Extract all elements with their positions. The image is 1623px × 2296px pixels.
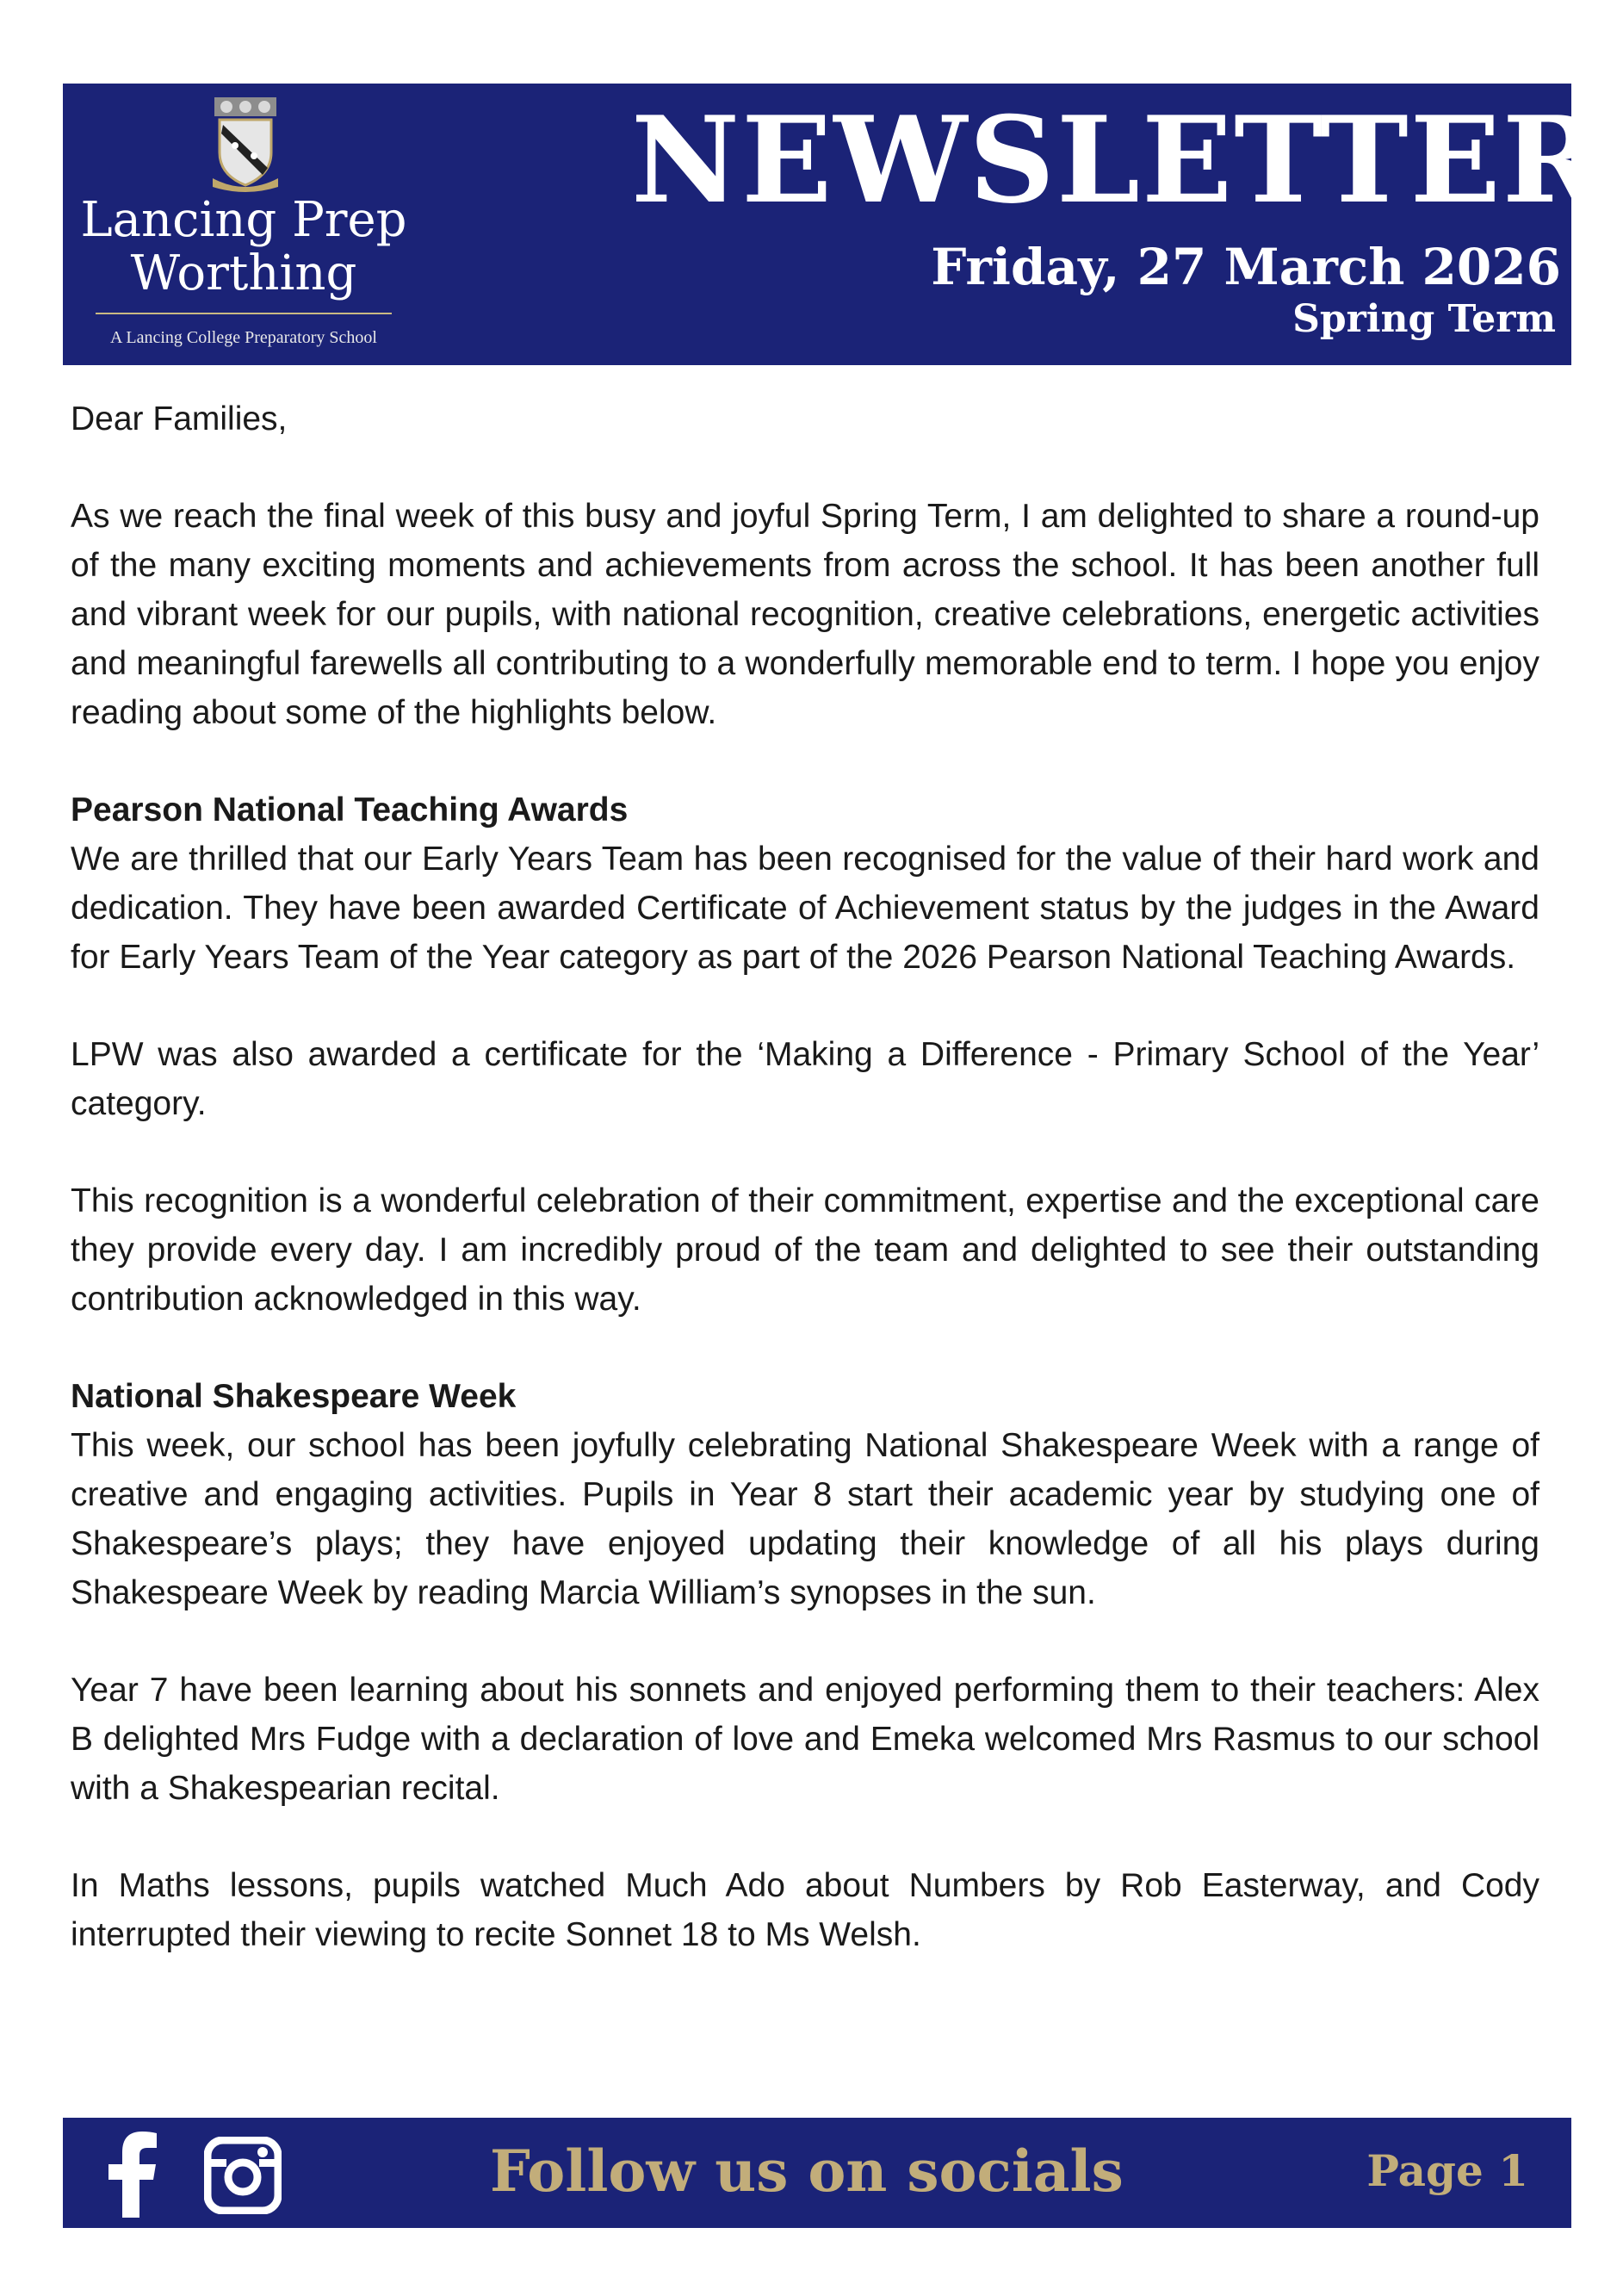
page-number: Page 1 [1366,2145,1528,2196]
awards-paragraph-1: We are thrilled that our Early Years Team has been recognised for the value of their hard work and dedication. They have been awarded Certificate of Achievement status by the judges in the Award for Early Years Team of the Year category as part of the 2026 Pearson National Teaching Awards. [71,841,1539,976]
greeting: Dear Families, [71,400,288,437]
facebook-icon[interactable] [102,2132,162,2218]
masthead-title: NEWSLETTER [631,90,1603,230]
school-crest-icon [209,96,282,192]
school-name-line1: Lancing Prep [80,192,407,248]
newsletter-body [71,394,1539,2007]
awards-paragraph-3: This recognition is a wonderful celebration of their commitment, expertise and the exceptional care they provide every day. I am incredibly proud of the team and delighted to see their outstanding contribution acknowledged in this way. [71,1182,1539,1318]
follow-us-label[interactable]: Follow us on socials [490,2138,1124,2205]
shakespeare-paragraph-3: In Maths lessons, pupils watched Much Ado about Numbers by Rob Easterway, and Cody interrupted their viewing to recite Sonnet 18 to Ms Welsh. [71,1867,1539,1953]
school-name [63,194,424,301]
section-heading-awards: Pearson National Teaching Awards [71,791,629,828]
issue-date: Friday, 27 March 2026 [931,238,1561,296]
awards-paragraph-2: LPW was also awarded a certificate for the ‘Making a Difference - Primary School of the Year’ category. [71,1036,1539,1122]
shakespeare-paragraph-2: Year 7 have been learning about his sonnets and enjoyed performing them to their teachers: Alex B delighted Mrs Fudge with a declaration of love and Emeka welcomed Mrs Rasmus to our school with a Shakespearian recital. [71,1672,1539,1807]
term-label: Spring Term [1292,297,1556,341]
newsletter-header [63,84,1603,365]
school-logo [63,84,424,365]
section-heading-shakespeare: National Shakespeare Week [71,1378,517,1415]
shakespeare-paragraph-1: This week, our school has been joyfully celebrating National Shakespeare Week with a range of creative and engaging activities. Pupils in Year 8 start their academic year by studying one of Shakespeare’s plays; they have enjoyed updating their knowledge of all his plays during Shakespeare Week by reading Marcia William’s synopses in the sun. [71,1427,1539,1611]
intro-paragraph: As we reach the final week of this busy and joyful Spring Term, I am delighted to share a round-up of the many exciting moments and achievements from across the school. It has been another full and vibrant week for our pupils, with national recognition, creative celebrations, energetic activities and meaningful farewells all contributing to a wonderfully memorable end to term. I hope you enjoy reading about some of the highlights below. [71,498,1539,731]
newsletter-footer [63,2118,1571,2228]
instagram-icon[interactable] [204,2137,282,2214]
school-name-line2: Worthing [130,245,357,301]
school-tagline: A Lancing College Preparatory School [110,328,377,347]
logo-divider [96,313,392,314]
